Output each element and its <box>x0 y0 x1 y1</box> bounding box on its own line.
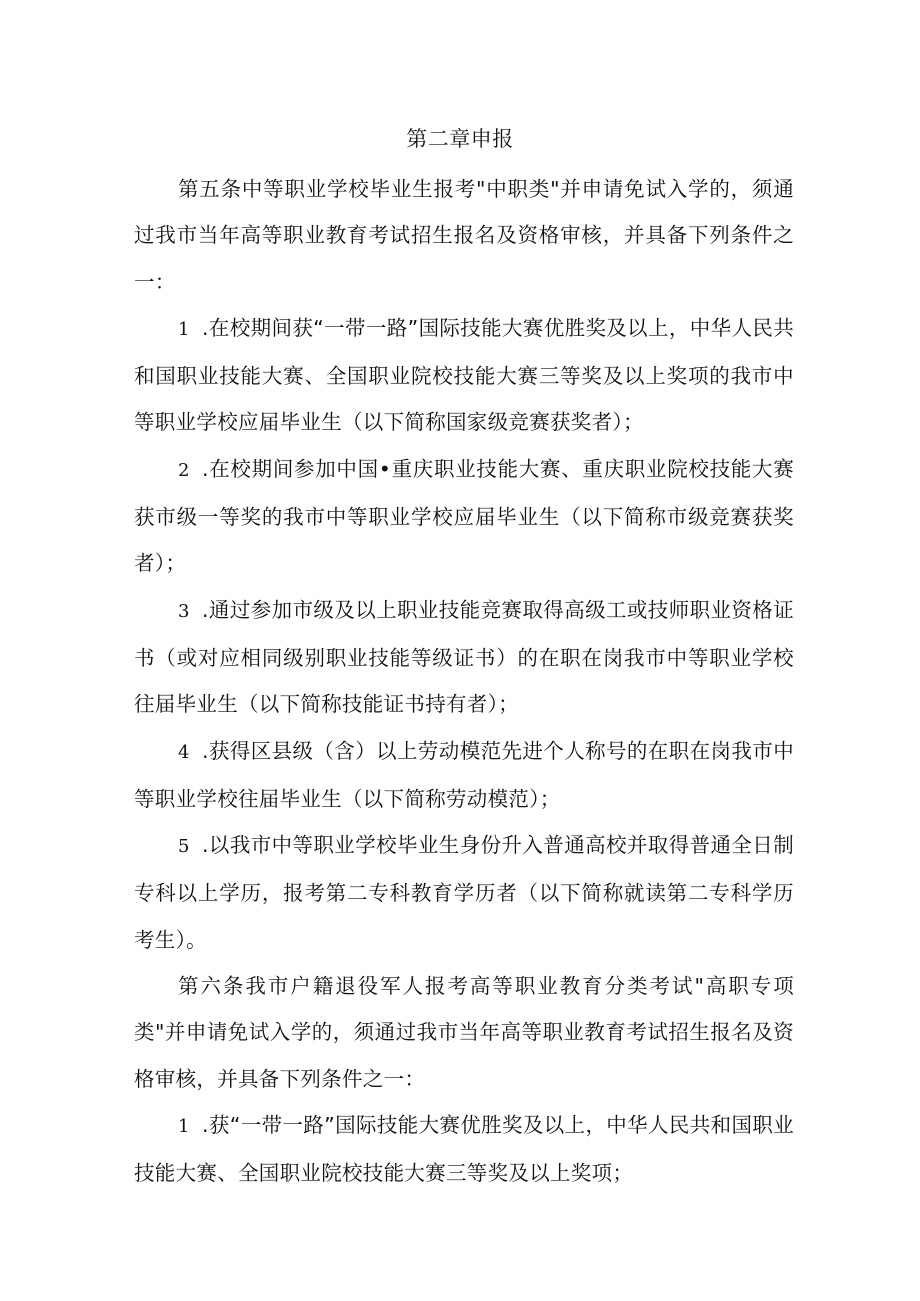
item-text: .获得区县级（含）以上劳动模范先进个人称号的在职在岗我市中等职业学校往届毕业生（以下简称劳动模范）； <box>134 738 794 811</box>
article-5-item-1 <box>134 305 794 446</box>
item-text: .在校期间获“一带一路”国际技能大赛优胜奖及以上，中华人民共和国职业技能大赛、全国职业院校技能大赛三等奖及以上奖项的我市中等职业学校应届毕业生（以下简称国家级竞赛获奖者）； <box>134 315 794 435</box>
document-body <box>134 166 794 1197</box>
item-text: .通过参加市级及以上职业技能竞赛取得高级工或技师职业资格证书（或对应相同级别职业技能等级证书）的在职在岗我市中等职业学校往届毕业生（以下简称技能证书持有者）； <box>134 597 794 717</box>
item-number: 4 <box>178 741 190 763</box>
article-5-intro: 第五条中等职业学校毕业生报考"中职类"并申请免试入学的，须通过我市当年高等职业教育考试招生报名及资格审核，并具备下列条件之一： <box>134 177 794 294</box>
item-number: 1 <box>178 1115 190 1137</box>
article-6-intro: 第六条我市户籍退役军人报考高等职业教育分类考试"高职专项类"并申请免试入学的，须通过我市当年高等职业教育考试招生报名及资格审核，并具备下列条件之一： <box>134 974 794 1091</box>
article-6-item-1 <box>134 1102 794 1197</box>
article-5-item-2 <box>134 446 794 587</box>
article-5-item-5 <box>134 822 794 963</box>
item-number: 2 <box>178 459 190 481</box>
item-number: 3 <box>178 600 190 622</box>
article-5-item-4 <box>134 728 794 823</box>
item-number: 1 <box>178 318 190 340</box>
item-text: .在校期间参加中国•重庆职业技能大赛、重庆职业院校技能大赛获市级一等奖的我市中等职业学校应届毕业生（以下简称市级竞赛获奖者）； <box>134 456 794 576</box>
article-5-item-3 <box>134 587 794 728</box>
item-number: 5 <box>178 836 190 858</box>
item-text: .获“一带一路”国际技能大赛优胜奖及以上，中华人民共和国职业技能大赛、全国职业院校技能大赛三等奖及以上奖项； <box>134 1112 794 1186</box>
item-text: .以我市中等职业学校毕业生身份升入普通高校并取得普通全日制专科以上学历，报考第二专科教育学历者（以下简称就读第二专科学历考生）。 <box>134 833 794 952</box>
chapter-title: 第二章申报 <box>406 127 514 151</box>
